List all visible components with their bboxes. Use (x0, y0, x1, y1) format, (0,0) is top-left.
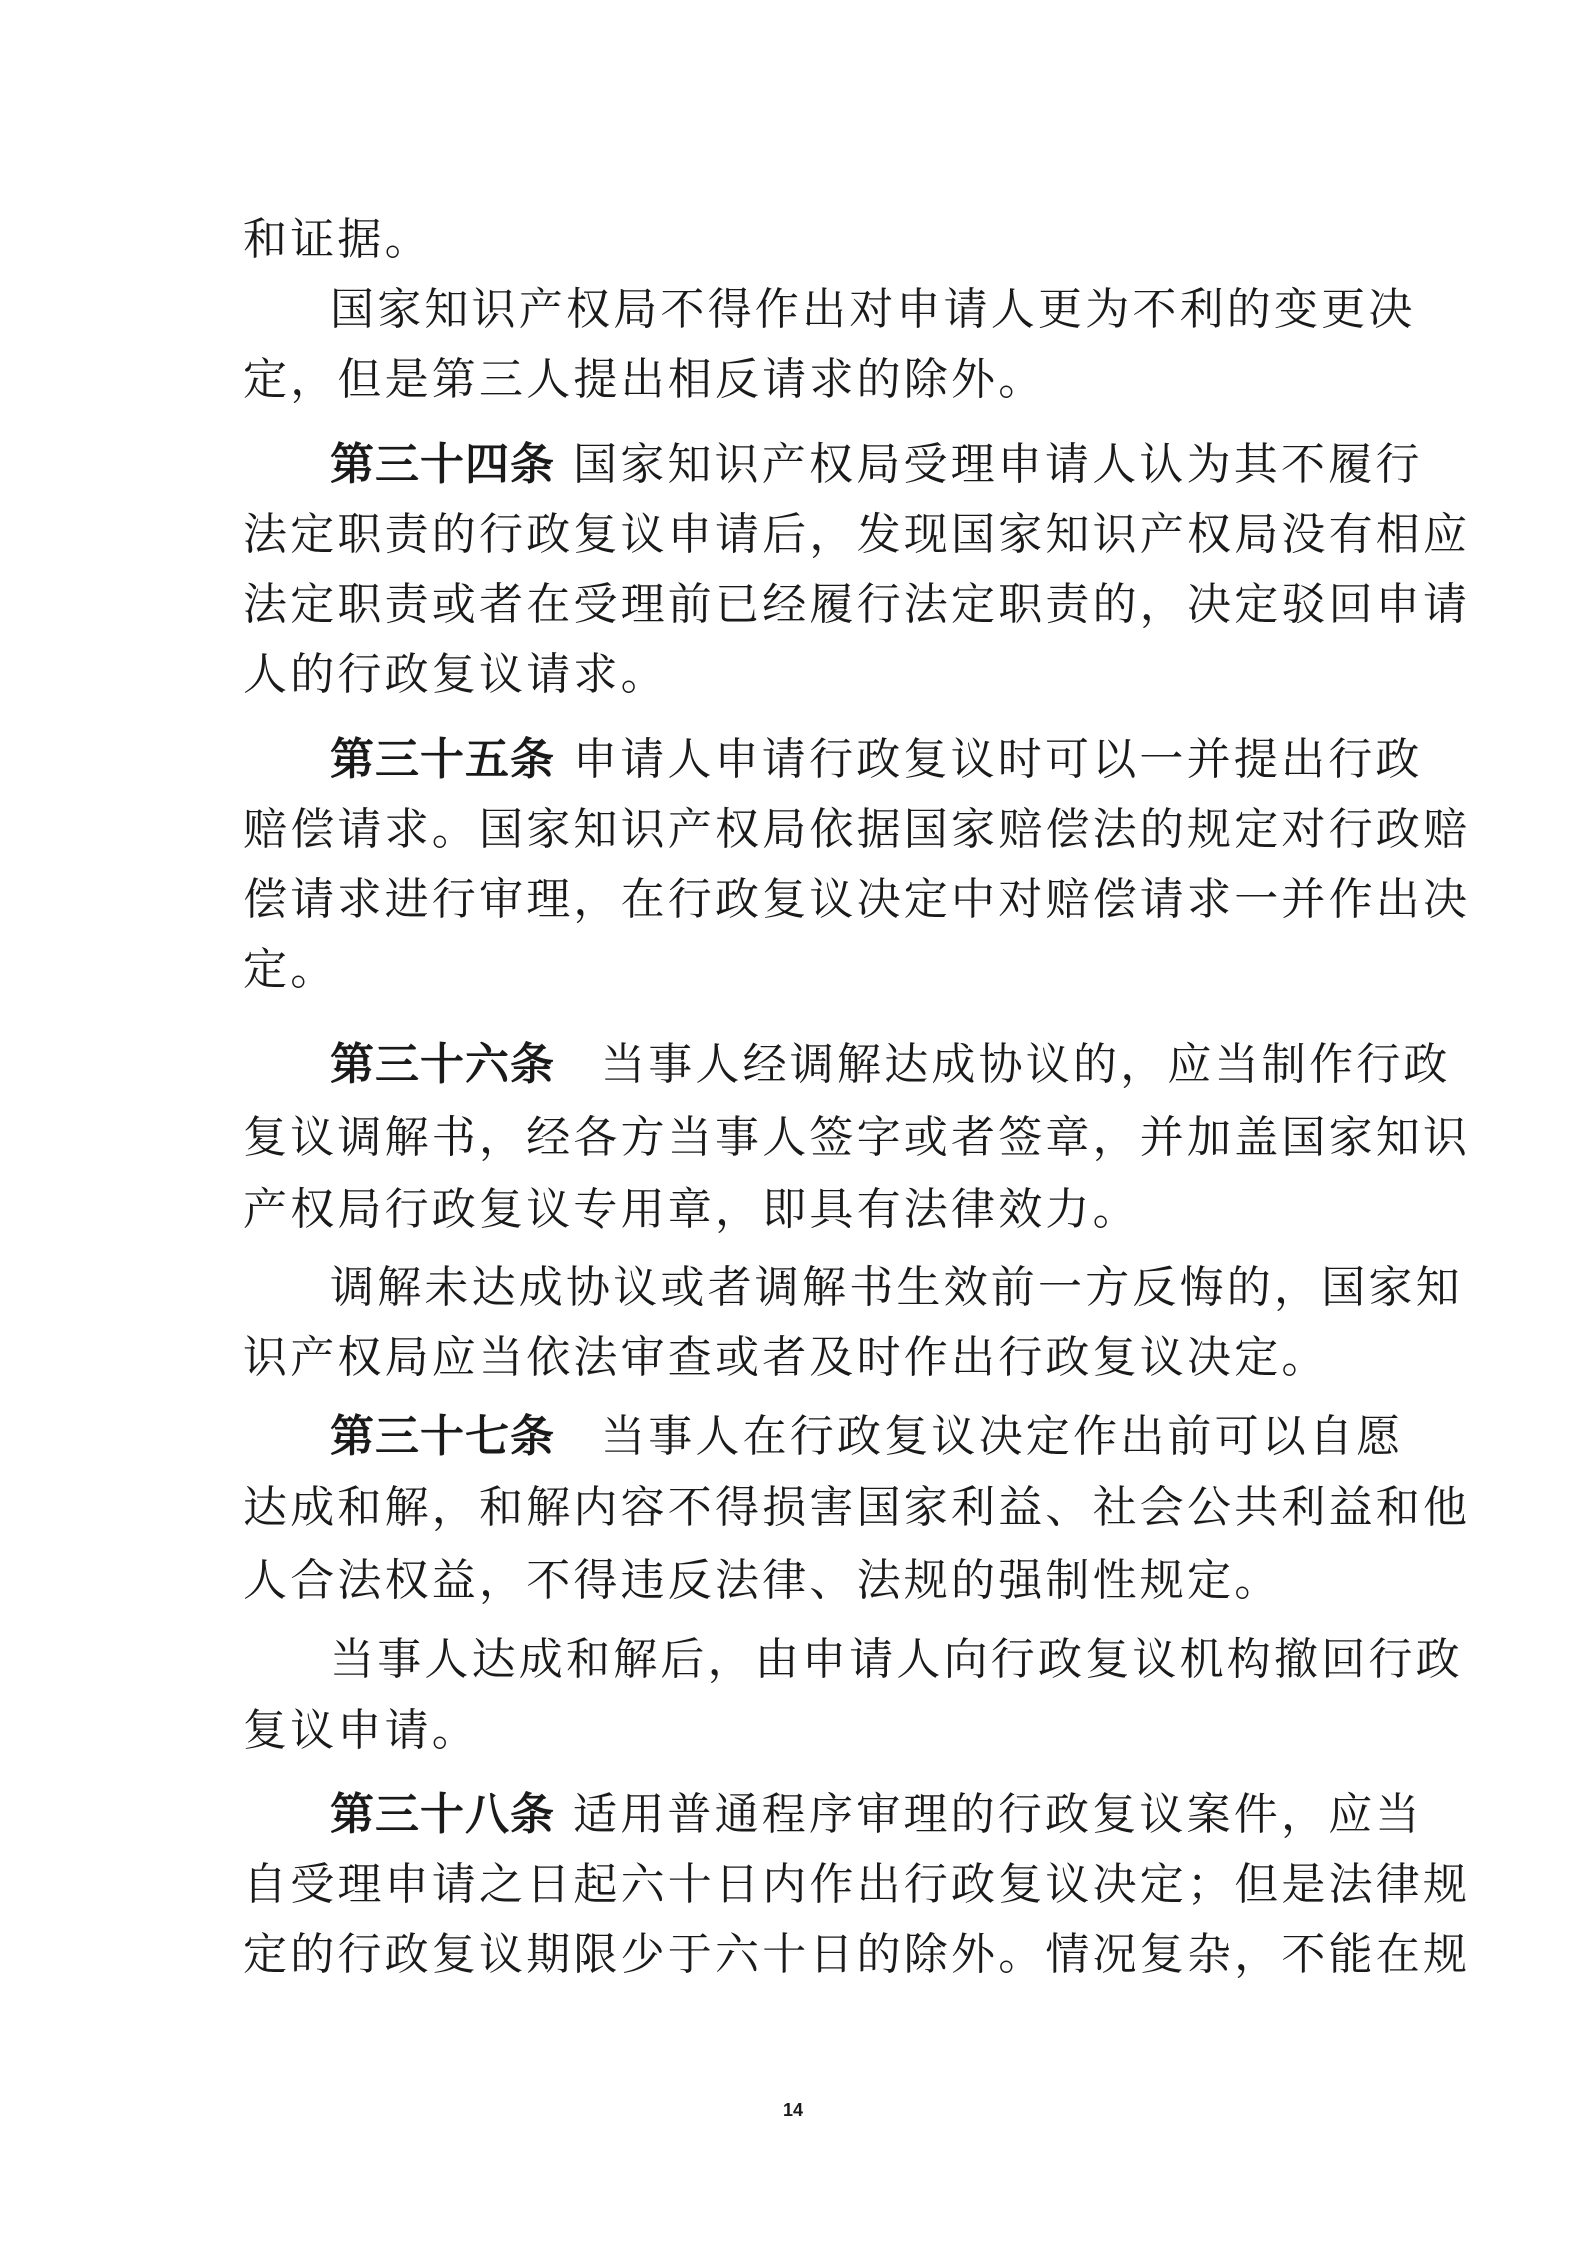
article-38-line (330, 1780, 1423, 1850)
line-text: 定的行政复议期限少于六十日的除外。情况复杂，不能在规 (243, 1929, 1471, 1980)
line-text: 偿请求进行审理，在行政复议决定中对赔偿请求一并作出决 (243, 874, 1471, 925)
text-line (243, 570, 1471, 640)
text-line (243, 935, 1353, 1005)
line-text: 申请人申请行政复议时可以一并提出行政 (573, 734, 1423, 785)
line-text: 国家知识产权局不得作出对申请人更为不利的变更决 (330, 284, 1416, 335)
line-text: 调解未达成协议或者调解书生效前一方反悔的，国家知 (330, 1262, 1463, 1313)
text-line (243, 1473, 1471, 1543)
text-line (243, 1920, 1471, 1990)
line-text: 人的行政复议请求。 (243, 649, 668, 700)
line-text: 国家知识产权局受理申请人认为其不履行 (573, 439, 1423, 490)
text-line (243, 1546, 1353, 1616)
text-line (330, 1253, 1463, 1323)
line-text: 和证据。 (243, 214, 432, 265)
line-text: 自受理申请之日起六十日内作出行政复议决定；但是法律规 (243, 1859, 1471, 1910)
line-text: 产权局行政复议专用章，即具有法律效力。 (243, 1184, 1140, 1235)
line-text: 识产权局应当依法审查或者及时作出行政复议决定。 (243, 1332, 1329, 1383)
article-heading: 第三十八条 (330, 1789, 555, 1840)
article-35-line (330, 725, 1423, 795)
text-line (243, 1103, 1471, 1173)
article-heading: 第三十五条 (330, 734, 555, 785)
text-line (243, 1323, 1353, 1393)
text-line (243, 640, 1353, 710)
text-line (243, 1696, 1353, 1766)
line-text: 当事人达成和解后，由申请人向行政复议机构撤回行政 (330, 1634, 1463, 1685)
line-text: 定。 (243, 944, 338, 995)
text-line (243, 1850, 1471, 1920)
article-37-line (330, 1402, 1404, 1472)
line-text: 赔偿请求。国家知识产权局依据国家赔偿法的规定对行政赔 (243, 804, 1471, 855)
text-line (330, 1625, 1463, 1695)
article-36-line (330, 1030, 1451, 1100)
text-line (243, 865, 1471, 935)
line-text: 当事人在行政复议决定作出前可以自愿 (601, 1411, 1404, 1462)
line-text: 法定职责或者在受理前已经履行法定职责的，决定驳回申请 (243, 579, 1471, 630)
line-text: 适用普通程序审理的行政复议案件，应当 (573, 1789, 1423, 1840)
article-heading: 第三十四条 (330, 439, 555, 490)
line-text: 达成和解，和解内容不得损害国家利益、社会公共利益和他 (243, 1482, 1471, 1533)
line-text: 复议申请。 (243, 1705, 479, 1756)
text-line (243, 500, 1471, 570)
line-text: 人合法权益，不得违反法律、法规的强制性规定。 (243, 1555, 1282, 1606)
line-text: 当事人经调解达成协议的，应当制作行政 (601, 1039, 1451, 1090)
text-line (330, 275, 1416, 345)
text-line (243, 345, 1353, 415)
article-heading: 第三十六条 (330, 1039, 555, 1090)
article-heading: 第三十七条 (330, 1411, 555, 1462)
text-line (243, 1175, 1353, 1245)
line-text: 法定职责的行政复议申请后，发现国家知识产权局没有相应 (243, 509, 1471, 560)
text-line (243, 205, 1353, 275)
page-number: 14 (782, 2100, 804, 2120)
line-text: 复议调解书，经各方当事人签字或者签章，并加盖国家知识 (243, 1112, 1471, 1163)
article-34-line (330, 430, 1423, 500)
text-line (243, 795, 1471, 865)
line-text: 定，但是第三人提出相反请求的除外。 (243, 354, 1046, 405)
